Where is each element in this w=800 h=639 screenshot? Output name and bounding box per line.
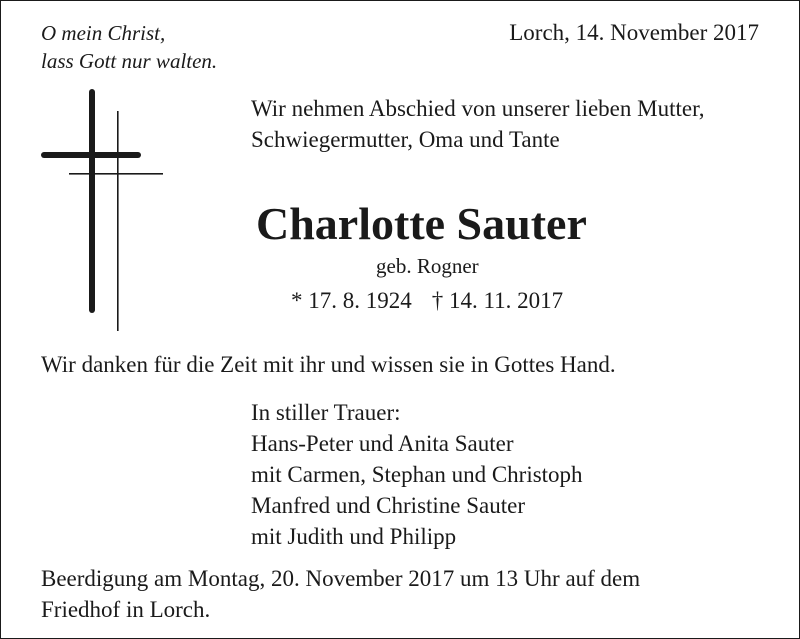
funeral-line-2: Friedhof in Lorch. <box>41 597 211 622</box>
funeral-info <box>41 563 640 625</box>
deceased-name: Charlotte Sauter <box>256 198 587 249</box>
mourner-line: Manfred und Christine Sauter <box>251 493 526 518</box>
farewell-line-2: Schwiegermutter, Oma und Tante <box>251 127 560 152</box>
motto-line-2: lass Gott nur walten. <box>41 49 218 73</box>
death-date: † 14. 11. 2017 <box>431 288 564 313</box>
place-date: Lorch, 14. November 2017 <box>509 20 759 45</box>
mourners-heading: In stiller Trauer: <box>251 400 401 425</box>
birth-name: geb. Rogner <box>376 254 479 278</box>
birth-date: * 17. 8. 1924 <box>291 288 412 313</box>
mourners-list <box>251 397 583 552</box>
thanks-text: Wir danken für die Zeit mit ihr und wissen sie in Gottes Hand. <box>41 352 616 377</box>
farewell-text <box>251 93 705 155</box>
mourner-line: Hans-Peter und Anita Sauter <box>251 431 514 456</box>
motto-line-1: O mein Christ, <box>41 21 166 45</box>
motto <box>41 19 217 75</box>
funeral-line-1: Beerdigung am Montag, 20. November 2017 um 13 Uhr auf dem <box>41 566 641 591</box>
farewell-line-1: Wir nehmen Abschied von unserer lieben Mutter, <box>251 96 705 121</box>
cross-icon <box>39 89 164 334</box>
life-dates <box>291 287 563 315</box>
mourner-line: mit Judith und Philipp <box>251 524 457 549</box>
mourner-line: mit Carmen, Stephan und Christoph <box>251 462 583 487</box>
